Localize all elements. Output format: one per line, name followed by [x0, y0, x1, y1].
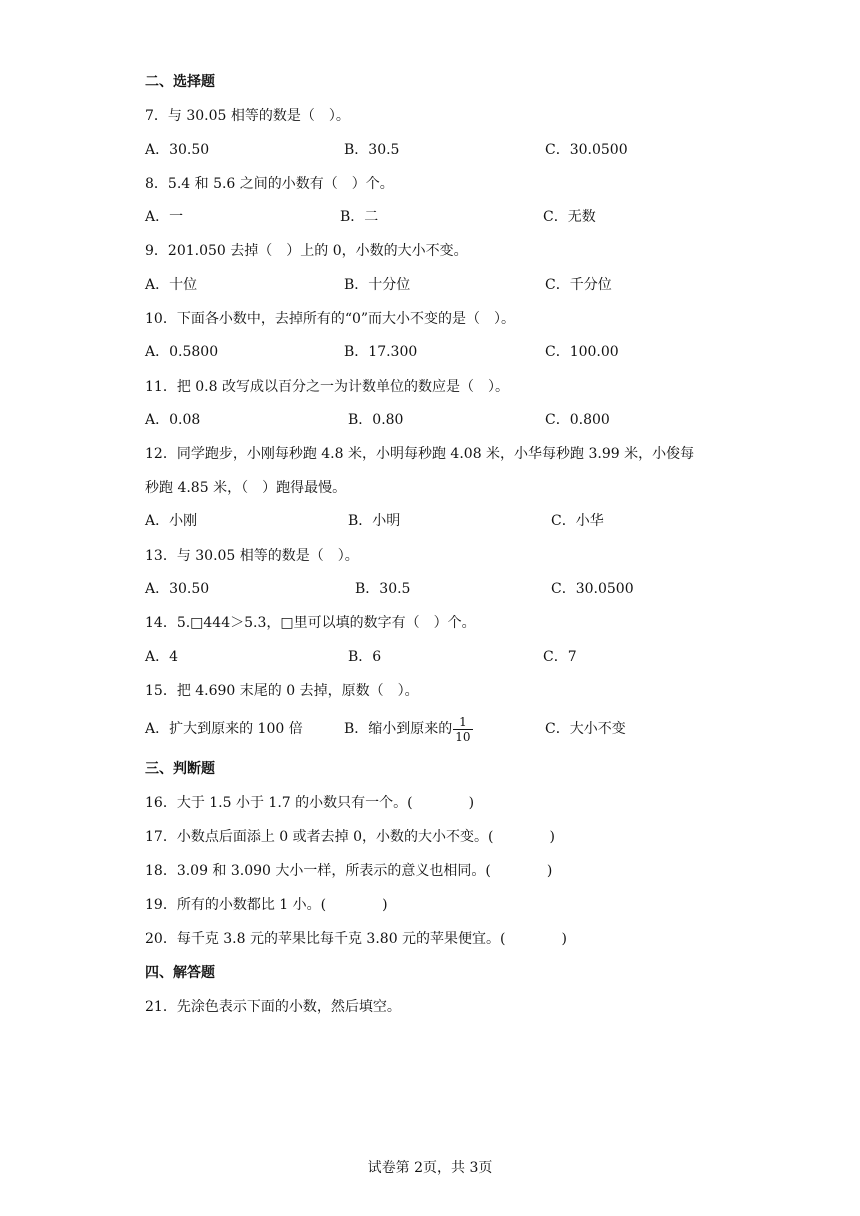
- page-footer: 试卷第 2页，共 3页: [367, 1160, 493, 1176]
- question-15-stem: 15．把 4.690 末尾的 0 去掉，原数（ ）。: [145, 683, 419, 699]
- question-19: 19．所有的小数都比 1 小。( ): [145, 897, 388, 913]
- question-10-option-a: A．0.5800: [145, 344, 219, 360]
- question-14-option-b: B．6: [348, 649, 382, 665]
- question-7-option-c: C．30.0500: [545, 142, 628, 158]
- question-12-stem-line-2: 秒跑 4.85 米，（ ）跑得最慢。: [145, 480, 347, 496]
- section-heading-answer: 四、解答题: [145, 965, 215, 981]
- question-16: 16．大于 1.5 小于 1.7 的小数只有一个。( ): [145, 795, 475, 811]
- question-21: 21．先涂色表示下面的小数，然后填空。: [145, 999, 401, 1015]
- question-12-option-c: C．小华: [551, 513, 604, 529]
- fraction-denominator: 10: [455, 729, 471, 744]
- question-9-option-a: A．十位: [145, 277, 198, 293]
- question-18: 18．3.09 和 3.090 大小一样，所表示的意义也相同。( ): [145, 863, 553, 879]
- section-heading-choice: 二、选择题: [145, 74, 215, 90]
- question-11-stem: 11．把 0.8 改写成以百分之一为计数单位的数应是（ ）。: [145, 379, 509, 395]
- question-14-option-c: C．7: [543, 649, 577, 665]
- question-12-option-b: B．小明: [348, 513, 401, 529]
- question-13-option-a: A．30.50: [145, 581, 210, 597]
- question-8-option-c: C．无数: [543, 209, 596, 225]
- question-14-stem: 14．5.□444＞5.3，□里可以填的数字有（ ）个。: [145, 615, 476, 631]
- question-13-option-b: B．30.5: [355, 581, 411, 597]
- question-8-stem: 8．5.4 和 5.6 之间的小数有（ ）个。: [145, 176, 394, 192]
- question-12-option-a: A．小刚: [145, 513, 198, 529]
- question-9-stem: 9．201.050 去掉（ ）上的 0，小数的大小不变。: [145, 243, 468, 259]
- question-20: 20．每千克 3.8 元的苹果比每千克 3.80 元的苹果便宜。( ): [145, 931, 567, 947]
- question-13-stem: 13．与 30.05 相等的数是（ ）。: [145, 548, 359, 564]
- question-13-option-c: C．30.0500: [551, 581, 634, 597]
- question-10-option-c: C．100.00: [545, 344, 619, 360]
- question-8-option-b: B．二: [340, 209, 379, 225]
- fraction-numerator: 1: [453, 715, 472, 730]
- section-heading-judge: 三、判断题: [145, 761, 215, 777]
- question-17: 17．小数点后面添上 0 或者去掉 0，小数的大小不变。( ): [145, 829, 555, 845]
- question-11-option-c: C．0.800: [545, 412, 610, 428]
- question-9-option-c: C．千分位: [545, 277, 612, 293]
- question-10-stem: 10．下面各小数中，去掉所有的“0”而大小不变的是（ ）。: [145, 311, 516, 327]
- question-9-option-b: B．十分位: [344, 277, 411, 293]
- question-15-option-b: [344, 711, 473, 747]
- question-10-option-b: B．17.300: [344, 344, 418, 360]
- question-8-option-a: A．一: [145, 209, 184, 225]
- question-14-option-a: A．4: [145, 649, 179, 665]
- question-7-stem: 7．与 30.05 相等的数是（ ）。: [145, 108, 350, 124]
- fraction: [453, 715, 472, 744]
- question-11-option-a: A．0.08: [145, 412, 201, 428]
- question-15-option-a: A．扩大到原来的 100 倍: [145, 721, 303, 737]
- question-15-option-c: C．大小不变: [545, 721, 626, 737]
- question-7-option-b: B．30.5: [344, 142, 400, 158]
- question-15-option-b-label: B．缩小到原来的: [344, 721, 453, 737]
- question-12-stem-line-1: 12．同学跑步，小刚每秒跑 4.8 米，小明每秒跑 4.08 米，小华每秒跑 3.99 米，小俊每: [145, 446, 695, 462]
- question-7-option-a: A．30.50: [145, 142, 210, 158]
- question-11-option-b: B．0.80: [348, 412, 404, 428]
